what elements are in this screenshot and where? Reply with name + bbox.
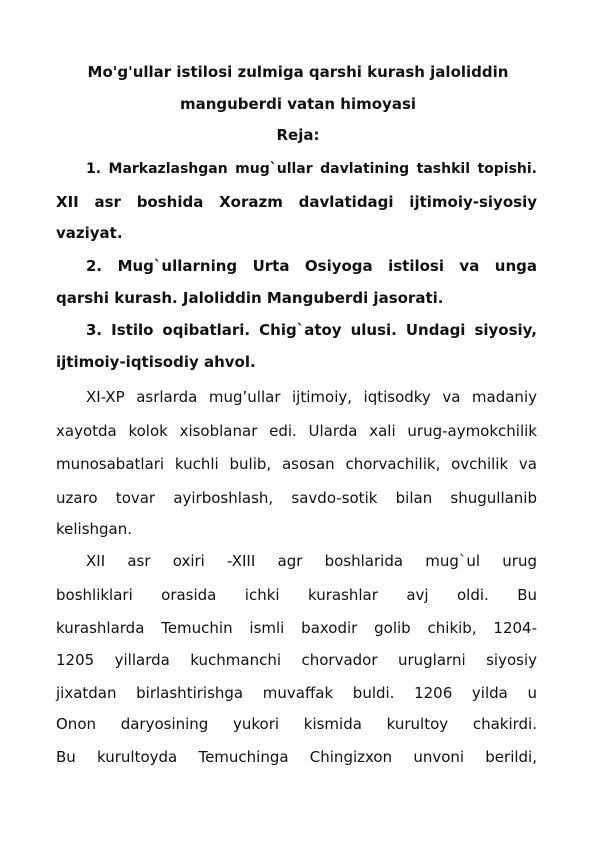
plan-item-2: 2. Mug`ullarning Urta Osiyoga istilosi va unga (86, 257, 537, 275)
paragraph-1-line-4: uzaro tovar ayirboshlash, savdo-sotik bilan shugullanib (56, 489, 537, 507)
plan-item-1: 1. Markazlashgan mug`ullar davlatining tashkil topishi. (86, 161, 537, 177)
paragraph-2-line-3: kurashlarda Temuchin ismli baxodir golib chikib, 1204- (56, 619, 537, 637)
paragraph-2-line-7: Bu kurultoyda Temuchinga Chingizxon unvoni berildi, (56, 748, 537, 766)
paragraph-1-line-1: XI-XP asrlarda mug’ullar ijtimoiy, iqtisodky va madaniy (86, 388, 537, 406)
paragraph-1-line-2: xayotda kolok xisoblanar edi. Ularda xali urug-aymokchilik (56, 422, 537, 440)
paragraph-2-line-6: Onon daryosining yukori kismida kurultoy chakirdi. (56, 715, 537, 733)
title-line-2: manguberdi vatan himoyasi (179, 95, 417, 113)
paragraph-2-line-4: 1205 yillarda kuchmanchi chorvador uruglarni siyosiy (56, 651, 537, 669)
plan-item-3: 3. Istilo oqibatlari. Chig`atoy ulusi. Undagi siyosiy, (86, 321, 537, 339)
paragraph-2-line-5: jixatdan birlashtirishga muvaffak buldi. 1206 yilda u (56, 684, 537, 702)
title-line-1: Mo'g'ullar istilosi zulmiga qarshi kurash jaloliddin (87, 63, 509, 81)
plan-item-1-cont: XII asr boshida Xorazm davlatidagi ijtimoiy-siyosiy (56, 193, 537, 211)
plan-heading: Reja: (276, 126, 320, 144)
paragraph-2-line-2: boshliklari orasida ichki kurashlar avj oldi. Bu (56, 586, 537, 604)
plan-item-1-end: vaziyat. (56, 224, 123, 242)
paragraph-1-line-5: kelishgan. (56, 520, 133, 538)
paragraph-2-line-1: XII asr oxiri -XIII agr boshlarida mug`ul urug (86, 552, 537, 570)
paragraph-1-line-3: munosabatlari kuchli bulib, asosan chorvachilik, ovchilik va (56, 455, 537, 473)
plan-item-3-cont: ijtimoiy-iqtisodiy ahvol. (56, 353, 256, 371)
plan-item-2-cont: qarshi kurash. Jaloliddin Manguberdi jasorati. (56, 289, 444, 307)
